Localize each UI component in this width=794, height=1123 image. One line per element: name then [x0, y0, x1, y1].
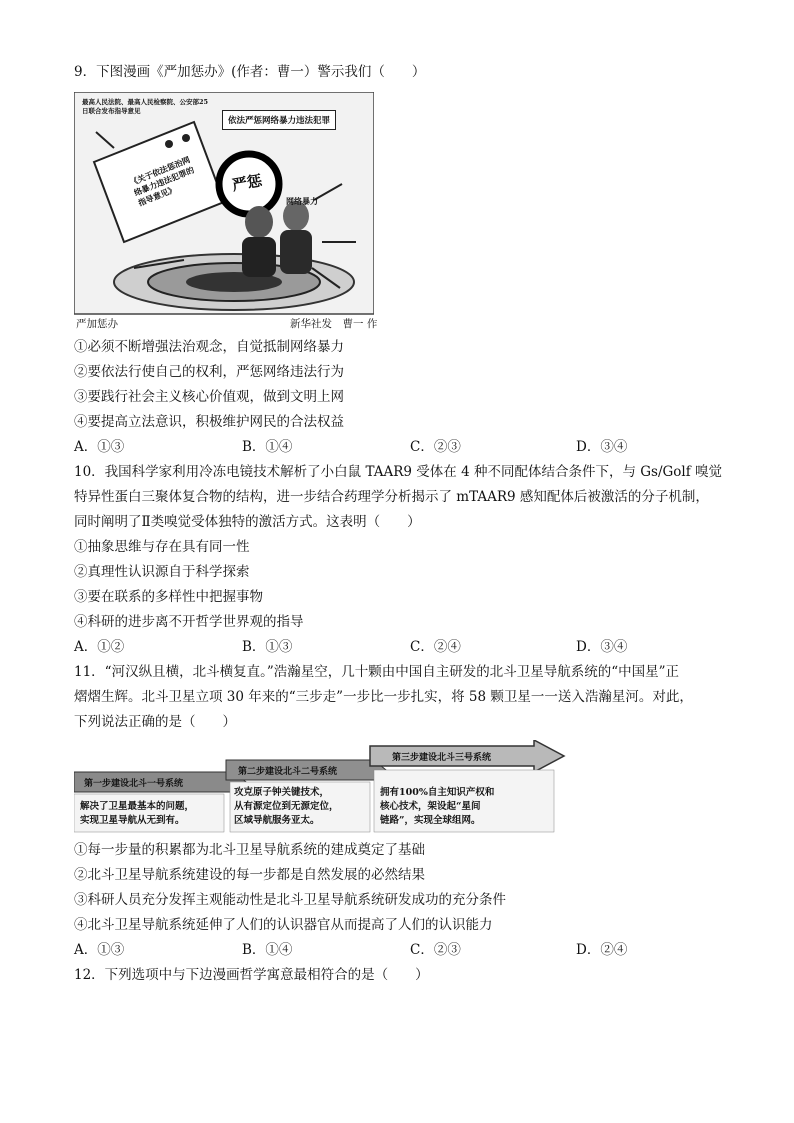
cartoon-doc-header: 最高人民法院、最高人民检察院、公安部25日联合发布指导意见 [82, 98, 209, 115]
option-b[interactable]: B．①④ [242, 942, 293, 958]
cartoon-banner: 依法严惩网络暴力违法犯罪 [222, 110, 336, 130]
cartoon-caption-left: 严加惩办 [76, 318, 118, 330]
option-d[interactable]: D．③④ [576, 439, 628, 455]
step3-desc-line: 拥有100%自主知识产权和 [380, 787, 495, 798]
q9-stem: 9．下图漫画《严加惩办》(作者：曹一）警示我们（ ） [74, 64, 426, 80]
step2-desc-line: 区域导航服务亚太。 [234, 815, 320, 826]
q9-item: ③要践行社会主义核心价值观，做到文明上网 [74, 389, 344, 405]
step3-desc-line: 链路”，实现全球组网。 [380, 815, 481, 826]
option-c[interactable]: C．②③ [410, 942, 461, 958]
q10-stem-line: 10．我国科学家利用冷冻电镜技术解析了小白鼠 TAAR9 受体在 4 种不同配体结合条件下，与 Gs/Golf 嗅觉 [74, 464, 723, 480]
q9-item: ②要依法行使自己的权利，严惩网络违法行为 [74, 364, 344, 380]
q10-item: ②真理性认识源自于科学探索 [74, 564, 250, 580]
cartoon-doc-title: 《关于依法惩治网络暴力违法犯罪的指导意见》 [128, 154, 196, 208]
step1-desc [80, 800, 194, 828]
q11-item: ②北斗卫星导航系统建设的每一步都是自然发展的必然结果 [74, 867, 425, 883]
option-d[interactable]: D．②④ [576, 942, 628, 958]
step2-desc-line: 攻克原子钟关键技术， [234, 787, 330, 798]
option-b[interactable]: B．①④ [242, 439, 293, 455]
q11-item: ④北斗卫星导航系统延伸了人们的认识器官从而提高了人们的认识能力 [74, 917, 493, 933]
step2-desc [234, 786, 339, 828]
q9-item: ④要提高立法意识，积极维护网民的合法权益 [74, 414, 344, 430]
step3-desc-line: 核心技术，架设起“星间 [380, 801, 481, 812]
step2-title: 第二步建设北斗二号系统 [238, 767, 338, 777]
q11-item: ①每一步量的积累都为北斗卫星导航系统的建成奠定了基础 [74, 842, 425, 858]
q10-item: ③要在联系的多样性中把握事物 [74, 589, 263, 605]
option-c[interactable]: C．②③ [410, 439, 461, 455]
q9-item: ①必须不断增强法治观念，自觉抵制网络暴力 [74, 339, 344, 355]
option-a[interactable]: A．①③ [74, 942, 125, 958]
q11-stem-line: 熠熠生辉。北斗卫星立项 30 年来的“三步走”一步比一步扎实，将 58 颗卫星一一送入浩瀚星河。对此， [74, 689, 693, 705]
option-a[interactable]: A．①③ [74, 439, 125, 455]
q11-item: ③科研人员充分发挥主观能动性是北斗卫星导航系统研发成功的充分条件 [74, 892, 506, 908]
q10-item: ①抽象思维与存在具有同一性 [74, 539, 250, 555]
cartoon-tag: 网络暴力 [286, 196, 318, 206]
q12-stem: 12．下列选项中与下边漫画哲学寓意最相符合的是（ ） [74, 967, 429, 983]
option-b[interactable]: B．①③ [242, 639, 293, 655]
q11-stem-line: 11．“河汉纵且横，北斗横复直。”浩瀚星空，几十颗由中国自主研发的北斗卫星导航系统的“中国星”正 [74, 664, 680, 680]
step1-title: 第一步建设北斗一号系统 [84, 779, 184, 789]
step1-desc-line: 实现卫星导航从无到有。 [80, 815, 185, 826]
q10-stem-line: 同时阐明了Ⅱ类嗅觉受体独特的激活方式。这表明（ ） [74, 514, 421, 530]
option-c[interactable]: C．②④ [410, 639, 461, 655]
option-a[interactable]: A．①② [74, 639, 125, 655]
q9-cartoon [74, 92, 378, 332]
step2-desc-line: 从有源定位到无源定位， [234, 801, 339, 812]
step3-title: 第三步建设北斗三号系统 [392, 753, 492, 763]
cartoon-caption-right: 新华社发 曹一 作 [290, 318, 378, 330]
q10-stem-line: 特异性蛋白三聚体复合物的结构，进一步结合药理学分析揭示了 mTAAR9 感知配体后被激活的分子机制， [74, 489, 709, 505]
q10-item: ④科研的进步离不开哲学世界观的指导 [74, 614, 304, 630]
q11-staircase-diagram [74, 740, 568, 834]
step3-desc [380, 786, 494, 828]
option-d[interactable]: D．③④ [576, 639, 628, 655]
step1-desc-line: 解决了卫星最基本的问题， [80, 801, 195, 812]
q11-stem-line: 下列说法正确的是（ ） [74, 714, 236, 730]
cartoon-stamp: 严惩 [230, 171, 264, 195]
